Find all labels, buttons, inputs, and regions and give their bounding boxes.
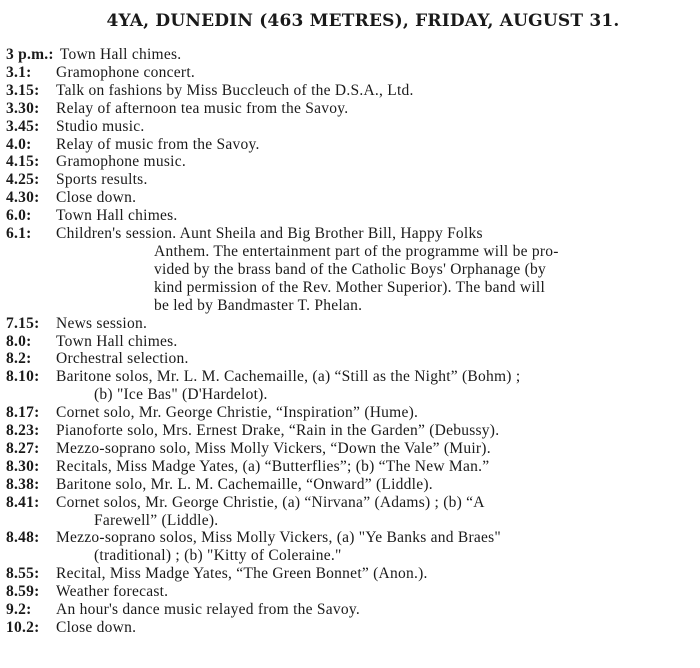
- programme-entry: [6, 82, 690, 100]
- entry-text: [56, 476, 690, 494]
- entry-line: Close down.: [56, 619, 137, 636]
- entry-time: 8.38:: [6, 475, 40, 493]
- entry-time: 3 p.m.:: [6, 46, 54, 63]
- entry-text: [56, 368, 690, 404]
- entry-text: [56, 440, 690, 458]
- programme-entry: [6, 333, 690, 351]
- entry-time: 8.10:: [6, 368, 40, 386]
- entry-line: Farewell” (Liddle).: [94, 511, 219, 529]
- entry-text: [56, 583, 690, 601]
- entry-text: [56, 458, 690, 476]
- entry-line: Weather forecast.: [56, 583, 169, 601]
- entry-text: [56, 422, 690, 440]
- entry-time: 8.17:: [6, 404, 40, 422]
- entry-line: Recitals, Miss Madge Yates, (a) “Butterflies”; (b) “The New Man.”: [56, 457, 490, 475]
- entry-time: 3.1:: [6, 63, 32, 81]
- entry-time: 8.27:: [6, 439, 40, 457]
- entry-text: [56, 529, 690, 565]
- entry-text: [56, 189, 690, 207]
- entry-line: News session.: [56, 314, 148, 332]
- entry-text: [56, 565, 690, 583]
- entry-text: [56, 64, 690, 82]
- entry-time: 4.0:: [6, 135, 32, 153]
- entry-time: 6.1:: [6, 225, 32, 243]
- entry-time: 4.30:: [6, 189, 40, 207]
- programme-entry: [6, 601, 690, 619]
- programme-entry: [6, 458, 690, 476]
- programme-entry: [6, 171, 690, 189]
- entry-line: Orchestral selection.: [56, 350, 189, 368]
- entry-line: be led by Bandmaster T. Phelan.: [154, 296, 363, 314]
- entry-line: Baritone solos, Mr. L. M. Cachemaille, (a) “Still as the Night” (Bohm) ;: [56, 368, 521, 386]
- entry-line: Recital, Miss Madge Yates, “The Green Bonnet” (Anon.).: [56, 565, 428, 583]
- programme-entry: [6, 350, 690, 368]
- programme-entry: [6, 619, 690, 637]
- entry-line: Town Hall chimes.: [56, 332, 178, 350]
- entry-line: Close down.: [56, 189, 137, 207]
- entry-time: 4.15:: [6, 153, 40, 171]
- entry-text: [56, 171, 690, 189]
- programme-entry: [6, 225, 690, 315]
- entry-line: Cornet solo, Mr. George Christie, “Inspiration” (Hume).: [56, 404, 419, 422]
- programme-entry: [6, 189, 690, 207]
- entry-line: Sports results.: [56, 171, 148, 189]
- entry-line: Anthem. The entertainment part of the programme will be pro-: [154, 242, 559, 260]
- entry-line: Town Hall chimes.: [56, 207, 178, 225]
- entry-time: 9.2:: [6, 601, 32, 619]
- programme-entry: [6, 440, 690, 458]
- entry-time: 6.0:: [6, 207, 32, 225]
- programme-entry: [6, 100, 690, 118]
- programme-entry: [6, 315, 690, 333]
- programme-entry: [6, 46, 690, 64]
- entry-text: [56, 225, 690, 315]
- programme-entry: [6, 422, 690, 440]
- entry-time: 3.15:: [6, 81, 40, 99]
- entry-time: 8.59:: [6, 583, 40, 601]
- programme-entry: [6, 153, 690, 171]
- entry-time: 8.55:: [6, 565, 40, 583]
- programme-list: [6, 46, 690, 637]
- programme-entry: [6, 565, 690, 583]
- entry-line: Baritone solo, Mr. L. M. Cachemaille, “Onward” (Liddle).: [56, 475, 433, 493]
- entry-time: 4.25:: [6, 171, 40, 189]
- entry-line: Studio music.: [56, 117, 145, 135]
- programme-entry: [6, 368, 690, 404]
- entry-text: [56, 207, 690, 225]
- programme-entry: [6, 118, 690, 136]
- entry-text: [56, 404, 690, 422]
- page-title: 4YA, DUNEDIN (463 METRES), FRIDAY, AUGUST 31.: [106, 11, 620, 31]
- entry-text: [56, 315, 690, 333]
- entry-line: Talk on fashions by Miss Buccleuch of the D.S.A., Ltd.: [56, 81, 414, 99]
- entry-time: 7.15:: [6, 314, 40, 332]
- entry-line: Gramophone concert.: [56, 63, 196, 81]
- entry-line: kind permission of the Rev. Mother Superior). The band will: [154, 278, 545, 296]
- entry-text: [56, 118, 690, 136]
- entry-text: [56, 494, 690, 530]
- entry-text: [56, 619, 690, 637]
- entry-text: [60, 46, 690, 64]
- entry-line: Town Hall chimes.: [59, 46, 182, 63]
- entry-line: (b) "Ice Bas" (D'Hardelot).: [94, 386, 268, 404]
- entry-text: [56, 601, 690, 619]
- entry-line: An hour's dance music relayed from the Savoy.: [56, 601, 361, 619]
- entry-time: 8.23:: [6, 422, 40, 440]
- entry-time: 3.45:: [6, 117, 40, 135]
- entry-text: [56, 333, 690, 351]
- entry-time: 8.0:: [6, 332, 32, 350]
- entry-line: Pianoforte solo, Mrs. Ernest Drake, “Rain in the Garden” (Debussy).: [56, 422, 500, 440]
- entry-text: [56, 82, 690, 100]
- entry-line: Relay of music from the Savoy.: [56, 135, 260, 153]
- entry-line: Mezzo-soprano solo, Miss Molly Vickers, “Down the Vale” (Muir).: [56, 439, 491, 457]
- programme-entry: [6, 476, 690, 494]
- entry-line: Cornet solos, Mr. George Christie, (a) “Nirvana” (Adams) ; (b) “A: [56, 493, 485, 511]
- entry-time: 8.48:: [6, 529, 40, 547]
- entry-line: Mezzo-soprano solos, Miss Molly Vickers, (a) "Ye Banks and Braes": [56, 529, 501, 547]
- programme-entry: [6, 207, 690, 225]
- entry-time: 8.30:: [6, 457, 40, 475]
- entry-text: [56, 153, 690, 171]
- entry-text: [56, 350, 690, 368]
- entry-time: 8.2:: [6, 350, 32, 368]
- entry-line: Children's session. Aunt Sheila and Big Brother Bill, Happy Folks: [56, 225, 483, 243]
- entry-line: (traditional) ; (b) "Kitty of Coleraine.": [94, 547, 342, 565]
- programme-entry: [6, 529, 690, 565]
- entry-line: Relay of afternoon tea music from the Savoy.: [56, 99, 349, 117]
- entry-line: Gramophone music.: [56, 153, 186, 171]
- programme-entry: [6, 64, 690, 82]
- entry-text: [56, 136, 690, 154]
- programme-entry: [6, 494, 690, 530]
- programme-entry: [6, 583, 690, 601]
- entry-time: 3.30:: [6, 99, 40, 117]
- entry-time: 10.2:: [6, 619, 40, 636]
- entry-time: 8.41:: [6, 493, 40, 511]
- entry-line: vided by the brass band of the Catholic Boys' Orphanage (by: [154, 260, 547, 278]
- programme-entry: [6, 404, 690, 422]
- entry-text: [56, 100, 690, 118]
- programme-entry: [6, 136, 690, 154]
